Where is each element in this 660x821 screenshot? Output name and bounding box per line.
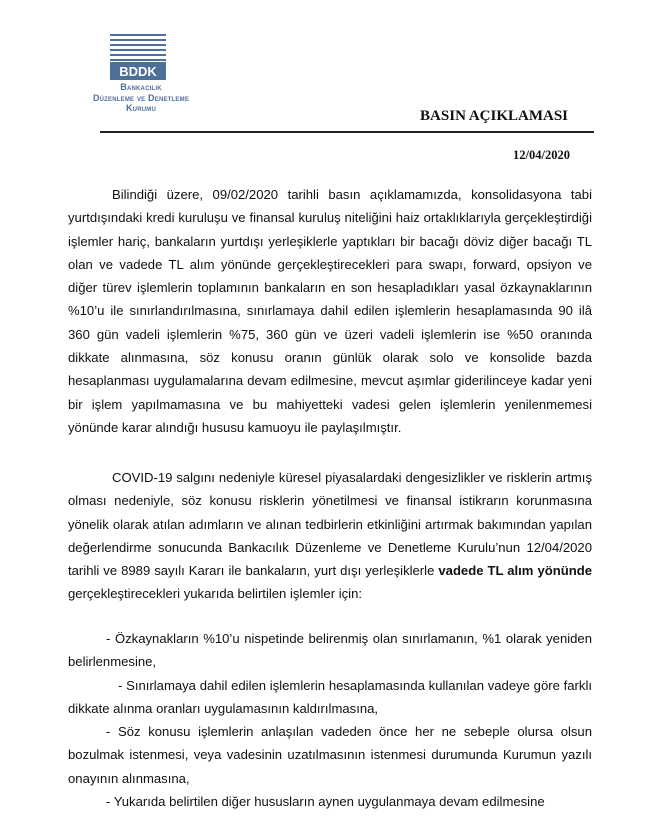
list-item: - Sınırlamaya dahil edilen işlemlerin hesaplamasında kullanılan vadeye göre farklı dikkate alınma oranları uygulamasının kaldırılmasına, <box>68 678 592 717</box>
list-item: - Özkaynakların %10’u nispetinde belirenmiş olan sınırlamanın, %1 olarak yeniden belirlenmesine, <box>68 631 592 670</box>
paragraph-2-bold: vadede TL alım yönünde <box>438 563 592 579</box>
paragraph-2 <box>68 466 592 606</box>
logo-abbr: BDDK <box>119 64 157 79</box>
paragraph-1-text: Bilindiği üzere, 09/02/2020 tarihli basın açıklamamızda, konsolidasyona tabi yurtdışındaki kredi kuruluşu ve finansal kuruluş niteliğini haiz ortaklıklarıyla gerçekleştirdiği işlemler hariç, bankaların yurtdışı yerleşiklerle yaptıkları bir bacağı döviz diğer bacağı TL olan ve vadede TL alım yönünde gerçekleştirecekleri para swapı, forward, opsiyon ve diğer türev işlemlerin toplamının bankaların en son hesapladıkları yasal özkaynaklarının %10’u ile sınırlandırılmasına, sınırlamaya dahil edilen işlemlerin hesaplamasında 90 ilâ 360 gün vadeli işlemlerin %75, 360 gün ve üzeri vadeli işlemlerin ise %50 oranında dikkate alınmasına, söz konusu oranın günlük olarak solo ve konsolide bazda hesaplanması uygulamalarına devam edilmesine, mevcut aşımlar giderilinceye kadar yeni bir işlem yapılmamasına ve bu mahiyetteki vadesi gelen işlemlerin yenilenmemesi yönünde karar alındığı hususu kamuoyu ile paylaşılmıştır. <box>68 187 592 435</box>
bddk-logo <box>76 34 206 134</box>
page-title: BASIN AÇIKLAMASI <box>420 108 568 124</box>
paragraph-1 <box>68 183 592 439</box>
logo-wordmark <box>76 82 206 114</box>
list-item: - Yukarıda belirtilen diğer hususların aynen uygulanmaya devam edilmesine <box>106 794 545 809</box>
logo-line-3: Kurumu <box>125 103 157 113</box>
header-divider <box>100 131 594 133</box>
paragraph-2-tail: gerçekleştirecekleri yukarıda belirtilen işlemler için: <box>68 586 362 602</box>
press-date: 12/04/2020 <box>513 148 570 162</box>
bddk-emblem-icon <box>110 34 166 80</box>
list-item: - Söz konusu işlemlerin anlaşılan vadeden önce her ne sebeple olursa olsun bozulmak istenmesi, veya vadesinin uzatılmasının istenmesi durumunda Kurumun yazılı onayının alınmasına, <box>68 724 592 786</box>
paragraph-2-text: COVID-19 salgını nedeniyle küresel piyasalardaki dengesizlikler ve risklerin artmış olması nedeniyle, söz konusu risklerin yönetilmesi ve finansal istikrarın korunmasına yönelik olarak atılan adımların ve alınan tedbirlerin etkinliğini artırmak bakımından yapılan değerlendirme sonucunda Bankacılık Düzenleme ve Denetleme Kurulu’nun 12/04/2020 tarihli ve 8989 sayılı Kararı ile bankaların, yurt dışı yerleşiklerle <box>68 470 592 579</box>
logo-line-1: Bankacılık <box>120 82 162 92</box>
logo-line-2: Düzenleme ve Denetleme <box>92 92 190 103</box>
